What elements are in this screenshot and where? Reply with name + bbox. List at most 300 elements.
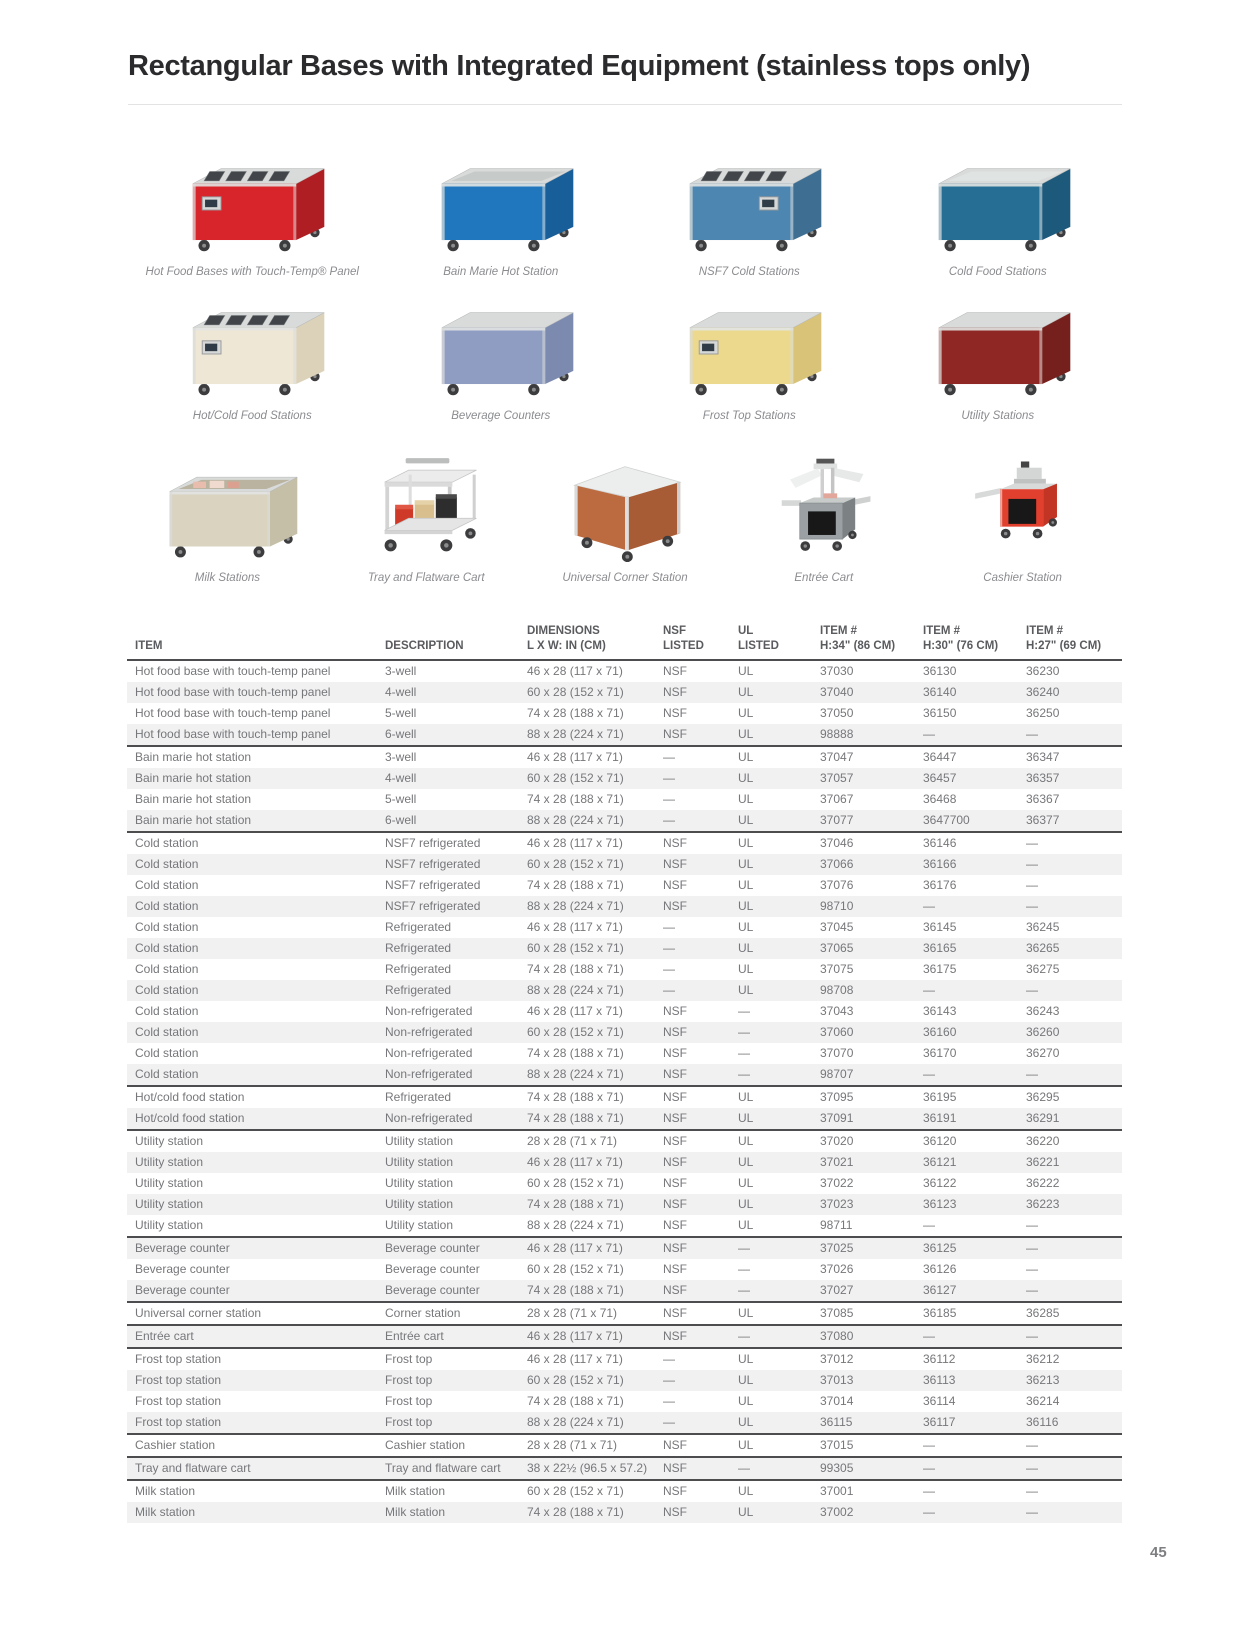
cell-nsf: NSF	[663, 1176, 687, 1190]
cell-nsf: NSF	[663, 1302, 738, 1325]
cell-item: Entrée cart	[127, 1325, 385, 1348]
cell-item-h30: 36468	[923, 792, 957, 806]
cell-item-h30: 36126	[923, 1262, 957, 1276]
cell-nsf: NSF	[663, 1505, 687, 1519]
cell-dimensions: 74 x 28 (188 x 71)	[527, 706, 624, 720]
cell-ul: —	[738, 1046, 750, 1060]
cell-dimensions: 88 x 28 (224 x 71)	[527, 1064, 663, 1086]
cell-item-h30: 36140	[923, 685, 957, 699]
cell-nsf: —	[663, 750, 675, 764]
product-utility	[874, 292, 1123, 422]
cell-item-h30: 36457	[923, 771, 957, 785]
cell-item-h34: 37070	[820, 1046, 854, 1060]
cell-dimensions: 74 x 28 (188 x 71)	[527, 1280, 663, 1302]
cell-description: Milk station	[385, 1484, 446, 1498]
cell-item-h30: —	[923, 1064, 1026, 1086]
cell-dimensions: 46 x 28 (117 x 71)	[527, 1241, 623, 1255]
cell-description: Non-refrigerated	[385, 1108, 527, 1130]
product-hot-cold	[128, 292, 377, 422]
table-row	[127, 896, 1122, 917]
cell-nsf: NSF	[663, 1004, 687, 1018]
cell-item-h27: —	[1026, 983, 1038, 997]
table-row	[127, 1086, 1122, 1108]
cell-item-h27: —	[1026, 836, 1038, 850]
milk-station-image	[149, 457, 305, 562]
cell-dimensions: 74 x 28 (188 x 71)	[527, 792, 624, 806]
cell-description: NSF7 refrigerated	[385, 857, 481, 871]
cell-ul: UL	[738, 1176, 754, 1190]
cell-nsf: —	[663, 810, 738, 832]
cell-item-h27: 36285	[1026, 1302, 1122, 1325]
product-caption: Universal Corner Station	[562, 572, 688, 584]
cell-item: Cold station	[135, 1025, 199, 1039]
cell-item-h27: 36367	[1026, 792, 1060, 806]
cell-item-h30: 36120	[923, 1134, 957, 1148]
cell-item-h27: —	[1026, 899, 1038, 913]
cell-item-h30: 36143	[923, 1004, 957, 1018]
cell-item-h27: —	[1026, 1241, 1038, 1255]
product-cashier-station	[923, 436, 1122, 584]
title-divider	[128, 104, 1122, 105]
cell-item-h30: 36195	[923, 1090, 957, 1104]
cell-item: Cold station	[135, 836, 199, 850]
cell-ul: UL	[738, 1302, 820, 1325]
cell-description: Frost top	[385, 1412, 527, 1434]
cell-ul: UL	[738, 878, 754, 892]
cell-dimensions: 60 x 28 (152 x 71)	[527, 1025, 624, 1039]
table-row	[127, 1412, 1122, 1434]
cell-ul: UL	[738, 664, 754, 678]
cell-dimensions: 28 x 28 (71 x 71)	[527, 1302, 663, 1325]
cell-item-h27: —	[1026, 1457, 1122, 1480]
cell-item-h30: 36146	[923, 836, 957, 850]
cell-dimensions: 60 x 28 (152 x 71)	[527, 685, 624, 699]
cell-description: Beverage counter	[385, 1262, 480, 1276]
utility-station-image	[916, 292, 1080, 400]
cell-item-h30: —	[923, 983, 935, 997]
cell-description: Non-refrigerated	[385, 1064, 527, 1086]
cell-item-h34: 37002	[820, 1505, 854, 1519]
cell-description: 4-well	[385, 771, 417, 785]
cell-item: Hot/cold food station	[135, 1090, 245, 1104]
table-row	[127, 854, 1122, 875]
cell-item-h34: 98708	[820, 983, 854, 997]
cell-description: Non-refrigerated	[385, 1004, 473, 1018]
cell-nsf: —	[663, 1412, 738, 1434]
cell-description: 5-well	[385, 792, 417, 806]
cell-item-h27: 36213	[1026, 1373, 1060, 1387]
cell-item-h30: 36191	[923, 1108, 1026, 1130]
cell-dimensions: 88 x 28 (224 x 71)	[527, 899, 624, 913]
cell-item: Beverage counter	[127, 1280, 385, 1302]
cell-item: Bain marie hot station	[127, 810, 385, 832]
cell-description: Refrigerated	[385, 983, 452, 997]
table-body	[127, 660, 1122, 1523]
cell-item-h34: 37040	[820, 685, 854, 699]
cell-nsf: NSF	[663, 1262, 687, 1276]
table-row	[127, 1043, 1122, 1064]
cell-item-h30: —	[923, 1434, 1026, 1457]
cell-item-h27: 36357	[1026, 771, 1060, 785]
cell-ul: UL	[738, 983, 754, 997]
cell-ul: UL	[738, 771, 754, 785]
universal-corner-station-image	[559, 452, 691, 562]
cell-item-h27: 36230	[1026, 664, 1060, 678]
cell-ul: —	[738, 1280, 820, 1302]
cell-dimensions: 46 x 28 (117 x 71)	[527, 1325, 663, 1348]
cell-item-h27: 36212	[1026, 1352, 1060, 1366]
table-row	[127, 724, 1122, 746]
cell-description: Non-refrigerated	[385, 1025, 473, 1039]
cell-dimensions: 28 x 28 (71 x 71)	[527, 1134, 618, 1148]
cell-ul: UL	[738, 1394, 754, 1408]
cell-item-h27: —	[1026, 857, 1038, 871]
cell-item-h27: —	[1026, 878, 1038, 892]
cell-item: Tray and flatware cart	[127, 1457, 385, 1480]
cell-item-h30: 36145	[923, 920, 957, 934]
cell-item-h34: 37022	[820, 1176, 854, 1190]
cell-item: Cold station	[135, 1046, 199, 1060]
cell-description: NSF7 refrigerated	[385, 836, 481, 850]
cell-description: Utility station	[385, 1197, 454, 1211]
product-caption: Beverage Counters	[451, 410, 551, 422]
cell-item-h30: 36176	[923, 878, 957, 892]
cell-item: Cold station	[135, 920, 199, 934]
cell-description: 6-well	[385, 724, 527, 746]
cell-item: Cold station	[135, 962, 199, 976]
cell-nsf: NSF	[663, 1134, 687, 1148]
cell-item: Milk station	[135, 1505, 196, 1519]
cell-item-h27: 36275	[1026, 962, 1060, 976]
cell-item-h27: —	[1026, 1484, 1038, 1498]
cell-item-h27: —	[1026, 1434, 1122, 1457]
cell-nsf: NSF	[663, 1434, 738, 1457]
cell-description: Corner station	[385, 1302, 527, 1325]
cell-item-h34: 37015	[820, 1434, 923, 1457]
table-row	[127, 789, 1122, 810]
cell-ul: UL	[738, 1215, 820, 1237]
table-row	[127, 1001, 1122, 1022]
cell-item-h34: 37043	[820, 1004, 854, 1018]
table-row	[127, 938, 1122, 959]
cell-item-h27: 36270	[1026, 1046, 1060, 1060]
cell-dimensions: 60 x 28 (152 x 71)	[527, 771, 624, 785]
cell-nsf: —	[663, 1373, 675, 1387]
cell-item: Hot food base with touch-temp panel	[135, 664, 331, 678]
cell-item: Utility station	[135, 1176, 204, 1190]
table-row	[127, 1325, 1122, 1348]
cell-description: Refrigerated	[385, 920, 452, 934]
gallery-row-2	[128, 292, 1122, 422]
product-caption: Milk Stations	[194, 572, 260, 584]
cell-ul: —	[738, 1325, 820, 1348]
cell-ul: UL	[738, 1108, 820, 1130]
cell-item-h27: 36243	[1026, 1004, 1060, 1018]
table-row	[127, 746, 1122, 768]
cell-ul: UL	[738, 920, 754, 934]
cell-description: Refrigerated	[385, 941, 452, 955]
product-frost-top	[625, 292, 874, 422]
cell-ul: UL	[738, 706, 754, 720]
cell-ul: UL	[738, 962, 754, 976]
cell-item: Utility station	[135, 1197, 204, 1211]
cell-ul: UL	[738, 750, 754, 764]
cell-description: Beverage counter	[385, 1241, 480, 1255]
table-row	[127, 1237, 1122, 1259]
cell-item-h27: 36214	[1026, 1394, 1060, 1408]
cell-item: Utility station	[135, 1155, 204, 1169]
cell-item: Bain marie hot station	[135, 750, 252, 764]
cell-ul: UL	[738, 1373, 754, 1387]
entree-cart-image	[765, 449, 883, 562]
cell-nsf: NSF	[663, 1280, 738, 1302]
cell-item-h34: 37075	[820, 962, 854, 976]
cell-nsf: —	[663, 1352, 675, 1366]
product-caption: Hot/Cold Food Stations	[192, 410, 312, 422]
cell-ul: —	[738, 1457, 820, 1480]
cell-item: Hot food base with touch-temp panel	[127, 724, 385, 746]
cell-nsf: NSF	[663, 1155, 687, 1169]
product-entree-cart	[724, 436, 923, 584]
cell-item-h34: 37080	[820, 1325, 923, 1348]
cell-item-h27: 36250	[1026, 706, 1060, 720]
hot-cold-image	[166, 292, 338, 400]
cell-item-h27: 36295	[1026, 1090, 1060, 1104]
cell-item-h34: 37057	[820, 771, 854, 785]
cell-item: Hot/cold food station	[127, 1108, 385, 1130]
cell-dimensions: 88 x 28 (224 x 71)	[527, 1215, 663, 1237]
cell-item-h30: 36150	[923, 706, 957, 720]
cell-nsf: —	[663, 1394, 675, 1408]
cell-ul: —	[738, 1025, 750, 1039]
product-caption: Utility Stations	[961, 410, 1035, 422]
cell-ul: —	[738, 1262, 750, 1276]
cell-item-h30: 36165	[923, 941, 957, 955]
header-nsf-listed: NSF LISTED	[663, 614, 738, 660]
header-item-h34: ITEM # H:34" (86 CM)	[820, 614, 923, 660]
cell-item-h30: —	[923, 1325, 1026, 1348]
cell-description: Frost top	[385, 1394, 433, 1408]
table-row	[127, 682, 1122, 703]
cell-item-h30: —	[923, 1215, 1026, 1237]
cell-dimensions: 46 x 28 (117 x 71)	[527, 1004, 623, 1018]
cell-description: 3-well	[385, 664, 417, 678]
cell-item-h34: 37065	[820, 941, 854, 955]
cell-nsf: NSF	[663, 1457, 738, 1480]
cell-dimensions: 46 x 28 (117 x 71)	[527, 1155, 623, 1169]
gallery-row-3	[128, 436, 1122, 584]
cell-dimensions: 74 x 28 (188 x 71)	[527, 1046, 624, 1060]
cell-nsf: NSF	[663, 1325, 738, 1348]
cell-item-h27: 36116	[1026, 1412, 1122, 1434]
tray-flatware-cart-image	[362, 449, 490, 562]
cell-dimensions: 74 x 28 (188 x 71)	[527, 962, 624, 976]
cell-item: Frost top station	[135, 1352, 222, 1366]
cell-nsf: NSF	[663, 1484, 687, 1498]
cell-item-h34: 37066	[820, 857, 854, 871]
cell-ul: UL	[738, 899, 754, 913]
cell-item-h30: 36121	[923, 1155, 957, 1169]
table-row	[127, 1130, 1122, 1152]
product-caption: Bain Marie Hot Station	[443, 266, 559, 278]
table-row	[127, 660, 1122, 682]
cell-item: Universal corner station	[127, 1302, 385, 1325]
cell-nsf: NSF	[663, 664, 687, 678]
cell-item: Utility station	[127, 1215, 385, 1237]
cell-item-h30: 36185	[923, 1302, 1026, 1325]
cell-ul: UL	[738, 941, 754, 955]
cell-ul: UL	[738, 724, 820, 746]
product-hot-food-base	[128, 148, 377, 278]
product-caption: Tray and Flatware Cart	[367, 572, 485, 584]
cell-item-h27: 36220	[1026, 1134, 1060, 1148]
cell-dimensions: 60 x 28 (152 x 71)	[527, 1373, 624, 1387]
cell-item: Frost top station	[127, 1412, 385, 1434]
cell-dimensions: 74 x 28 (188 x 71)	[527, 1090, 624, 1104]
cell-item-h34: 37047	[820, 750, 854, 764]
table-row	[127, 1348, 1122, 1370]
header-description: DESCRIPTION	[385, 614, 527, 660]
cell-ul: —	[738, 1241, 750, 1255]
cell-item-h30: 36113	[923, 1373, 956, 1387]
cell-item-h30: —	[923, 1484, 935, 1498]
gallery-row-1	[128, 148, 1122, 278]
cell-item-h34: 37014	[820, 1394, 854, 1408]
cell-nsf: NSF	[663, 706, 687, 720]
beverage-counter-image	[419, 292, 583, 400]
cell-item-h30: 36122	[923, 1176, 957, 1190]
cell-item: Cold station	[135, 1004, 199, 1018]
product-cold-food	[874, 148, 1123, 278]
cell-item-h34: 37050	[820, 706, 854, 720]
cell-dimensions: 88 x 28 (224 x 71)	[527, 983, 624, 997]
table-row	[127, 1259, 1122, 1280]
cell-description: Utility station	[385, 1155, 454, 1169]
product-bain-marie	[377, 148, 626, 278]
table-row	[127, 1434, 1122, 1457]
cell-item-h34: 37012	[820, 1352, 854, 1366]
cell-item-h30: 36447	[923, 750, 957, 764]
cell-dimensions: 46 x 28 (117 x 71)	[527, 664, 623, 678]
cell-description: Utility station	[385, 1176, 454, 1190]
header-ul-listed: UL LISTED	[738, 614, 820, 660]
cell-item-h34: 37030	[820, 664, 854, 678]
spec-table	[127, 614, 1122, 1523]
cell-ul: —	[738, 1064, 820, 1086]
header-item-h30: ITEM # H:30" (76 CM)	[923, 614, 1026, 660]
table-row	[127, 768, 1122, 789]
cell-nsf: NSF	[663, 685, 687, 699]
cell-item-h27: 36347	[1026, 750, 1060, 764]
table-row	[127, 1370, 1122, 1391]
cell-nsf: NSF	[663, 878, 687, 892]
cell-item-h30: 3647700	[923, 810, 1026, 832]
table-row	[127, 832, 1122, 854]
spec-table-header	[127, 614, 1122, 660]
cell-item: Cold station	[135, 983, 199, 997]
header-item: ITEM	[127, 614, 385, 660]
cell-item-h34: 37067	[820, 792, 854, 806]
cell-nsf: —	[663, 771, 675, 785]
cell-item: Cold station	[127, 1064, 385, 1086]
table-row	[127, 1108, 1122, 1130]
cell-nsf: NSF	[663, 899, 687, 913]
cell-item-h27: 36265	[1026, 941, 1060, 955]
table-row	[127, 917, 1122, 938]
cell-description: Refrigerated	[385, 962, 452, 976]
cell-item-h30: 36170	[923, 1046, 957, 1060]
cell-description: Cashier station	[385, 1434, 527, 1457]
cell-item: Beverage counter	[135, 1262, 230, 1276]
cell-nsf: NSF	[663, 1090, 687, 1104]
product-caption: Cashier Station	[983, 572, 1062, 584]
cell-item: Milk station	[135, 1484, 196, 1498]
header-item-h27: ITEM # H:27" (69 CM)	[1026, 614, 1122, 660]
cell-ul: UL	[738, 1412, 820, 1434]
cell-item-h34: 37077	[820, 810, 923, 832]
cell-item-h34: 37046	[820, 836, 854, 850]
cell-nsf: NSF	[663, 836, 687, 850]
cell-item-h34: 37023	[820, 1197, 854, 1211]
cell-ul: UL	[738, 836, 754, 850]
cell-item-h34: 37020	[820, 1134, 854, 1148]
cell-ul: UL	[738, 1134, 754, 1148]
table-row	[127, 1302, 1122, 1325]
cell-description: NSF7 refrigerated	[385, 878, 481, 892]
cell-item: Hot food base with touch-temp panel	[135, 706, 331, 720]
cell-item-h30: 36175	[923, 962, 957, 976]
cell-nsf: NSF	[663, 1046, 687, 1060]
cell-item-h30: 36123	[923, 1197, 957, 1211]
nsf7-cold-image	[669, 148, 829, 256]
cell-nsf: NSF	[663, 1108, 738, 1130]
product-corner-station	[526, 436, 725, 584]
table-row	[127, 1194, 1122, 1215]
cell-item-h27: 36291	[1026, 1108, 1122, 1130]
cell-ul: UL	[738, 1434, 820, 1457]
cell-nsf: —	[663, 792, 675, 806]
table-row	[127, 980, 1122, 1001]
cell-description: Non-refrigerated	[385, 1046, 473, 1060]
cell-item: Cashier station	[127, 1434, 385, 1457]
cell-item-h27: —	[1026, 1505, 1038, 1519]
table-row	[127, 1215, 1122, 1237]
cell-item-h27: 36260	[1026, 1025, 1060, 1039]
cell-item-h30: —	[923, 724, 1026, 746]
cell-dimensions: 46 x 28 (117 x 71)	[527, 836, 623, 850]
cell-item-h34: 37027	[820, 1280, 923, 1302]
cell-item-h27: 36223	[1026, 1197, 1060, 1211]
cell-item-h34: 37026	[820, 1262, 854, 1276]
cell-description: Tray and flatware cart	[385, 1457, 527, 1480]
cashier-station-image	[964, 449, 1082, 562]
cell-item-h30: 36166	[923, 857, 957, 871]
cell-description: Utility station	[385, 1215, 527, 1237]
cell-item-h30: —	[923, 1505, 935, 1519]
cell-ul: UL	[738, 1352, 754, 1366]
bain-marie-image	[419, 148, 583, 256]
cell-item-h30: 36160	[923, 1025, 957, 1039]
cell-item-h27: —	[1026, 1262, 1038, 1276]
cell-item-h27: —	[1026, 1325, 1122, 1348]
cell-item-h34: 98711	[820, 1215, 923, 1237]
cell-ul: UL	[738, 1484, 754, 1498]
product-caption: Frost Top Stations	[702, 410, 796, 422]
cell-nsf: NSF	[663, 1215, 738, 1237]
product-nsf7-cold	[625, 148, 874, 278]
table-row	[127, 1480, 1122, 1502]
cell-item: Utility station	[135, 1134, 204, 1148]
